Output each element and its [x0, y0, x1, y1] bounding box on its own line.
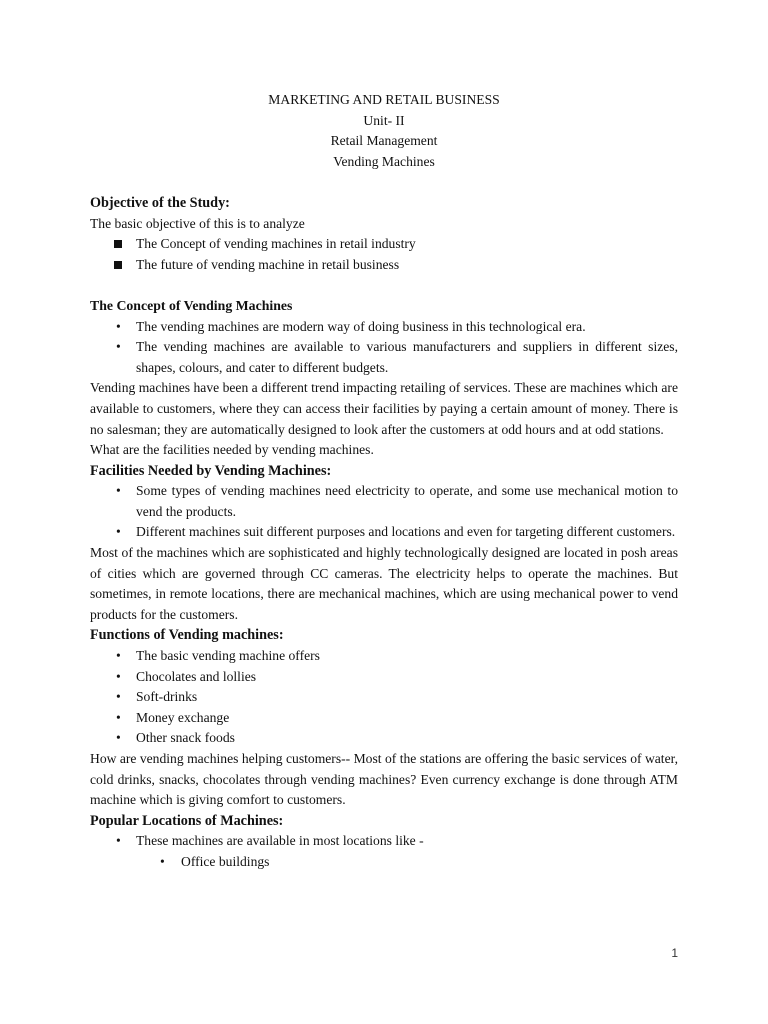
list-item: • The basic vending machine offers	[90, 646, 678, 667]
document-page	[90, 90, 678, 873]
doc-topic: Vending Machines	[333, 153, 435, 169]
facilities-heading: Facilities Needed by Vending Machines:	[90, 462, 332, 479]
list-item: • Office buildings	[90, 852, 678, 873]
bullet-icon: •	[116, 339, 121, 355]
objective-list	[90, 234, 678, 275]
bullet-icon: •	[116, 524, 121, 540]
bullet-icon: •	[116, 483, 121, 499]
facilities-list	[90, 481, 678, 543]
square-bullet-icon	[114, 261, 122, 269]
bullet-icon: •	[116, 689, 121, 705]
list-item: • Other snack foods	[90, 728, 678, 749]
square-bullet-icon	[114, 240, 122, 248]
bullet-icon: •	[116, 833, 121, 849]
list-item: • Chocolates and lollies	[90, 667, 678, 688]
list-item: • Soft-drinks	[90, 687, 678, 708]
page-number: 1	[671, 946, 678, 960]
objective-heading: Objective of the Study:	[90, 194, 230, 211]
bullet-icon: •	[116, 648, 121, 664]
list-item: The future of vending machine in retail business	[90, 255, 678, 276]
facilities-paragraph: Most of the machines which are sophisticated and highly technologically designed are located in posh areas of cities which are governed through CC cameras. The electricity helps to operate the machines. But sometimes, in remote locations, there are mechanical machines, which are using mechanical power to vend products for the customers.	[90, 545, 678, 622]
concept-heading: The Concept of Vending Machines	[90, 297, 293, 313]
functions-paragraph: How are vending machines helping customers-- Most of the stations are offering the basic services of water, cold drinks, snacks, chocolates through vending machines? Even currency exchange is done through ATM machine which is giving comfort to customers.	[90, 751, 678, 808]
locations-heading: Popular Locations of Machines:	[90, 812, 284, 829]
list-item: • Different machines suit different purposes and locations and even for targeting different customers.	[90, 522, 678, 543]
objective-intro: The basic objective of this is to analyze	[90, 215, 305, 231]
functions-heading: Functions of Vending machines:	[90, 627, 284, 644]
list-item: • Some types of vending machines need electricity to operate, and some use mechanical motion to vend the products.	[116, 483, 678, 519]
doc-title: MARKETING AND RETAIL BUSINESS	[268, 92, 500, 107]
locations-list	[90, 831, 678, 852]
concept-paragraph: Vending machines have been a different trend impacting retailing of services. These are machines which are available to customers, where they can access their facilities by paying a certain amount of money. There is no salesman; they are automatically designed to look after the customers at odd hours and at odd stations.	[90, 380, 678, 437]
bullet-icon: •	[160, 853, 165, 869]
list-item: The Concept of vending machines in retail industry	[90, 234, 678, 255]
list-item: • These machines are available in most locations like -	[90, 831, 678, 852]
locations-sublist	[90, 852, 678, 873]
functions-list	[90, 646, 678, 749]
doc-unit: Unit- II	[363, 112, 405, 128]
concept-list	[90, 317, 678, 379]
list-item: • The vending machines are modern way of doing business in this technological era.	[90, 317, 678, 338]
bullet-icon: •	[116, 318, 121, 334]
doc-subject: Retail Management	[330, 133, 438, 149]
list-item: • The vending machines are available to various manufacturers and suppliers in different sizes, shapes, colours, and cater to different budgets.	[116, 339, 678, 375]
list-item: • Money exchange	[90, 708, 678, 729]
bullet-icon: •	[116, 709, 121, 725]
bullet-icon: •	[116, 668, 121, 684]
concept-question: What are the facilities needed by vending machines.	[90, 442, 374, 458]
bullet-icon: •	[116, 730, 121, 746]
